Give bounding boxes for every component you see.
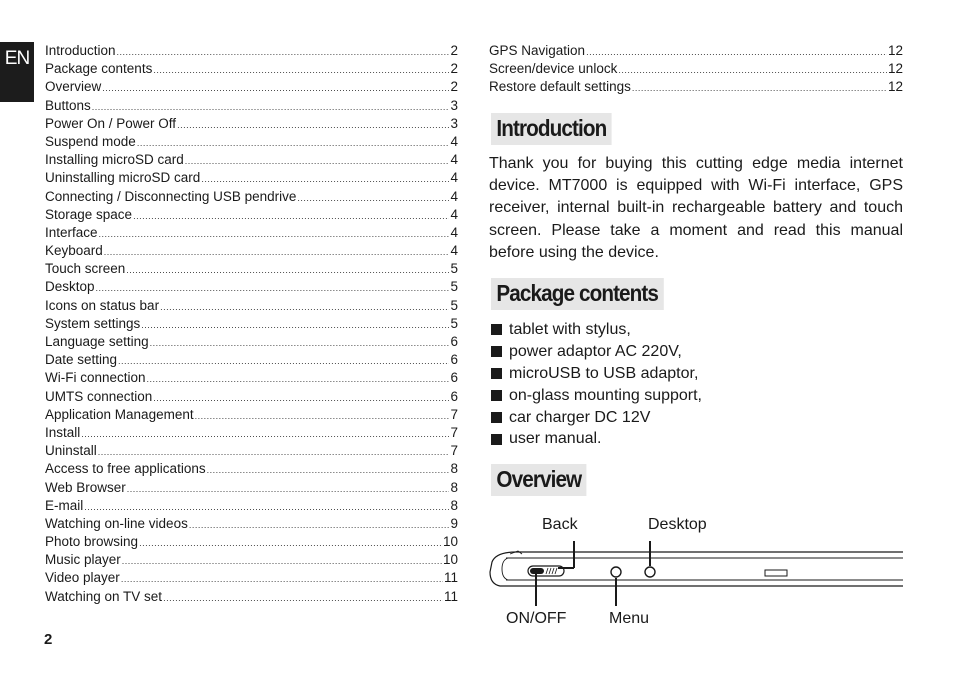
toc-entry-page: 12 (887, 79, 903, 95)
back-label: Back (542, 516, 578, 533)
toc-entry-title: Installing microSD card (45, 152, 184, 168)
list-item (491, 407, 702, 429)
toc-entry-title: Buttons (45, 97, 91, 113)
toc-entry-page: 5 (450, 297, 458, 313)
toc-entry[interactable] (45, 243, 458, 261)
square-bullet-icon (491, 368, 502, 379)
toc-entry-title: Music player (45, 552, 121, 568)
square-bullet-icon (491, 412, 502, 423)
list-item-text: microUSB to USB adaptor, (509, 364, 699, 382)
list-item-text: user manual. (509, 430, 602, 448)
toc-entry-page: 2 (450, 43, 458, 58)
toc-entry-title: System settings (45, 315, 141, 331)
toc-entry[interactable] (489, 43, 903, 61)
toc-entry[interactable] (45, 261, 458, 279)
toc-entry-page: 12 (887, 43, 903, 58)
toc-entry-title: Storage space (45, 206, 133, 222)
toc-entry[interactable] (45, 534, 458, 552)
square-bullet-icon (491, 324, 502, 335)
package-contents-list (491, 319, 702, 450)
toc-leader-dots (141, 320, 449, 330)
list-item (491, 319, 702, 341)
toc-entry-page: 2 (450, 61, 458, 77)
toc-entry[interactable] (45, 316, 458, 334)
toc-entry-title: E-mail (45, 497, 84, 513)
toc-leader-dots (297, 193, 449, 203)
toc-leader-dots (153, 393, 449, 403)
toc-leader-dots (185, 156, 450, 166)
table-of-contents-right (489, 43, 903, 98)
toc-leader-dots (177, 120, 449, 130)
toc-entry-title: Package contents (45, 61, 153, 77)
language-tab (0, 42, 34, 102)
toc-leader-dots (207, 465, 450, 475)
toc-entry-title: Video player (45, 570, 120, 586)
toc-entry-page: 5 (450, 315, 458, 331)
toc-entry-page: 11 (443, 570, 458, 586)
toc-leader-dots (104, 247, 450, 257)
toc-leader-dots (99, 229, 450, 239)
toc-entry[interactable] (45, 370, 458, 388)
page-number: 2 (44, 631, 53, 648)
list-item-text: power adaptor AC 220V, (509, 342, 682, 360)
toc-entry-title: Keyboard (45, 243, 103, 259)
toc-entry-title: Power On / Power Off (45, 115, 177, 131)
toc-entry-title: Overview (45, 79, 102, 95)
menu-label: Menu (609, 610, 650, 627)
toc-entry[interactable] (45, 552, 458, 570)
toc-entry[interactable] (45, 516, 458, 534)
toc-entry-title: Restore default settings (489, 79, 631, 95)
toc-entry[interactable] (45, 334, 458, 352)
toc-entry-page: 12 (887, 61, 903, 77)
list-item (491, 428, 702, 450)
toc-leader-dots (117, 47, 450, 57)
toc-leader-dots (137, 138, 450, 148)
list-item-text: car charger DC 12V (509, 408, 651, 426)
toc-entry-page: 4 (450, 170, 458, 186)
toc-entry-title: Application Management (45, 406, 194, 422)
toc-entry[interactable] (45, 407, 458, 425)
toc-entry[interactable] (45, 43, 458, 61)
toc-entry[interactable] (45, 480, 458, 498)
toc-entry-title: Introduction (45, 43, 116, 58)
toc-entry[interactable] (45, 61, 458, 79)
toc-entry-page: 10 (442, 534, 458, 550)
toc-entry[interactable] (45, 170, 458, 188)
toc-entry[interactable] (45, 134, 458, 152)
toc-entry[interactable] (45, 389, 458, 407)
package-contents-heading: Package contents (491, 278, 663, 310)
table-of-contents-left (45, 43, 458, 607)
toc-leader-dots (147, 374, 450, 384)
toc-leader-dots (98, 447, 450, 457)
device-side-diagram (486, 510, 906, 635)
toc-leader-dots (121, 574, 443, 584)
square-bullet-icon (491, 390, 502, 401)
list-item (491, 385, 702, 407)
toc-entry-page: 4 (450, 133, 458, 149)
toc-entry-page: 6 (450, 370, 458, 386)
toc-entry-page: 6 (450, 388, 458, 404)
toc-entry-title: Wi-Fi connection (45, 370, 146, 386)
toc-entry[interactable] (45, 498, 458, 516)
toc-entry-title: Desktop (45, 279, 95, 295)
toc-entry[interactable] (45, 207, 458, 225)
toc-entry-title: Screen/device unlock (489, 61, 618, 77)
overview-heading: Overview (491, 464, 587, 496)
toc-entry-title: Access to free applications (45, 461, 206, 477)
toc-entry-page: 3 (450, 115, 458, 131)
toc-entry[interactable] (489, 79, 903, 97)
toc-entry-page: 4 (450, 152, 458, 168)
toc-leader-dots (201, 174, 449, 184)
toc-entry-title: Watching on-line videos (45, 515, 188, 531)
toc-entry-title: Web Browser (45, 479, 126, 495)
toc-leader-dots (133, 211, 449, 221)
square-bullet-icon (491, 434, 502, 445)
on-off-label: ON/OFF (506, 610, 567, 627)
toc-entry[interactable] (45, 189, 458, 207)
toc-entry-title: Language setting (45, 334, 149, 349)
device-illustration (486, 510, 906, 635)
toc-entry-title: Touch screen (45, 261, 126, 277)
toc-entry-title: Interface (45, 224, 98, 240)
desktop-label: Desktop (648, 516, 707, 533)
toc-entry[interactable] (45, 225, 458, 243)
toc-leader-dots (160, 302, 449, 312)
toc-entry-page: 5 (450, 261, 458, 277)
toc-entry-title: Photo browsing (45, 534, 139, 550)
toc-entry[interactable] (45, 116, 458, 134)
toc-entry[interactable] (45, 461, 458, 479)
toc-entry-page: 4 (450, 188, 458, 204)
toc-leader-dots (618, 65, 887, 75)
toc-entry-title: Connecting / Disconnecting USB pendrive (45, 188, 297, 204)
toc-entry-page: 6 (450, 352, 458, 368)
toc-entry[interactable] (45, 425, 458, 443)
toc-entry[interactable] (45, 279, 458, 297)
toc-entry-page: 4 (450, 206, 458, 222)
language-tab-label: EN (4, 48, 30, 69)
toc-leader-dots (632, 83, 887, 93)
toc-entry-page: 11 (443, 588, 458, 604)
toc-entry-page: 8 (450, 497, 458, 513)
toc-leader-dots (127, 484, 450, 494)
toc-entry-page: 6 (450, 334, 458, 349)
toc-entry-page: 7 (450, 424, 458, 440)
toc-entry-title: UMTS connection (45, 388, 153, 404)
toc-entry-title: Install (45, 424, 81, 440)
toc-leader-dots (81, 429, 449, 439)
list-item-text: on-glass mounting support, (509, 386, 702, 404)
toc-entry-page: 4 (450, 224, 458, 240)
toc-entry[interactable] (45, 79, 458, 97)
toc-leader-dots (126, 265, 449, 275)
list-item (491, 363, 702, 385)
toc-entry-page: 8 (450, 461, 458, 477)
toc-leader-dots (102, 83, 449, 93)
toc-entry[interactable] (45, 298, 458, 316)
toc-leader-dots (84, 502, 449, 512)
toc-entry[interactable] (45, 589, 458, 607)
toc-entry-title: Uninstalling microSD card (45, 170, 201, 186)
toc-entry-title: Date setting (45, 352, 118, 368)
toc-leader-dots (118, 356, 449, 366)
toc-entry-page: 4 (450, 243, 458, 259)
toc-leader-dots (96, 283, 450, 293)
toc-leader-dots (153, 65, 449, 75)
toc-leader-dots (92, 102, 450, 112)
square-bullet-icon (491, 346, 502, 357)
toc-leader-dots (139, 538, 442, 548)
toc-entry-page: 7 (450, 443, 458, 459)
toc-leader-dots (150, 338, 450, 348)
toc-leader-dots (189, 520, 450, 530)
toc-entry[interactable] (489, 61, 903, 79)
toc-entry[interactable] (45, 443, 458, 461)
toc-leader-dots (586, 47, 887, 57)
toc-entry[interactable] (45, 570, 458, 588)
introduction-text: Thank you for buying this cutting edge media internet device. MT7000 is equipped with Wi-Fi interface, GPS receiver, internal built-in rechargeable battery and touch screen. Please take a moment and read this manual before using the device. (489, 155, 903, 261)
toc-entry-page: 9 (450, 515, 458, 531)
introduction-heading: Introduction (491, 113, 612, 145)
toc-entry-title: Icons on status bar (45, 297, 160, 313)
toc-leader-dots (195, 411, 450, 421)
toc-entry[interactable] (45, 352, 458, 370)
list-item (491, 341, 702, 363)
toc-entry-page: 5 (450, 279, 458, 295)
toc-entry[interactable] (45, 152, 458, 170)
list-item-text: tablet with stylus, (509, 320, 631, 338)
toc-entry-page: 7 (450, 406, 458, 422)
toc-entry[interactable] (45, 98, 458, 116)
toc-entry-page: 8 (450, 479, 458, 495)
toc-entry-title: Uninstall (45, 443, 97, 459)
toc-entry-title: Suspend mode (45, 133, 136, 149)
toc-leader-dots (122, 556, 442, 566)
toc-entry-page: 10 (442, 552, 458, 568)
toc-leader-dots (163, 593, 443, 603)
toc-entry-page: 2 (450, 79, 458, 95)
toc-entry-title: Watching on TV set (45, 588, 163, 604)
toc-entry-page: 3 (450, 97, 458, 113)
toc-entry-title: GPS Navigation (489, 43, 586, 58)
